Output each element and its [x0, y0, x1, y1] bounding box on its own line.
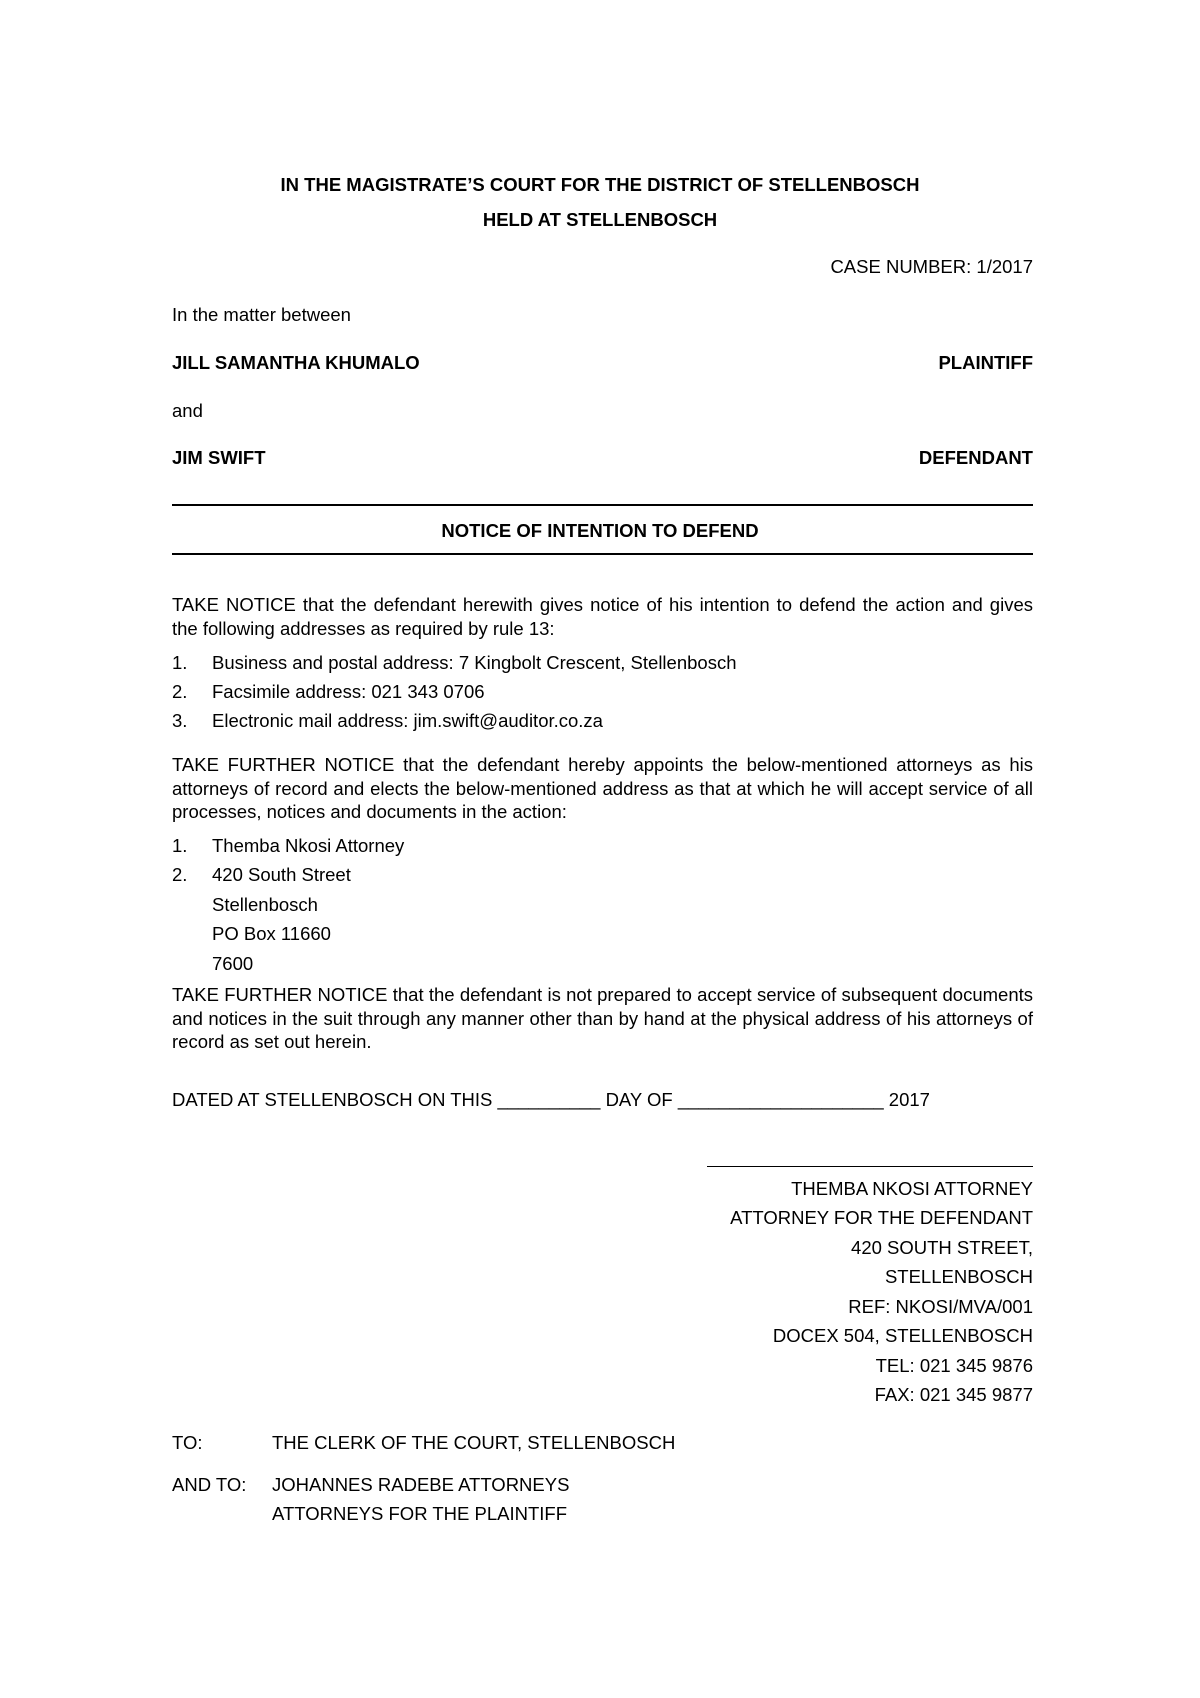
- and-to-line: ATTORNEYS FOR THE PLAINTIFF: [272, 1503, 568, 1524]
- notice-paragraph-1: TAKE NOTICE that the defendant herewith gives notice of his intention to defend the action and gives the following addresses as required by rule 13:: [172, 594, 1033, 639]
- attorney-number: 1.: [172, 835, 188, 856]
- signature-block-line: STELLENBOSCH: [884, 1266, 1033, 1287]
- address-item: Facsimile address: 021 343 0706: [212, 681, 485, 702]
- signature-block-line: THEMBA NKOSI ATTORNEY: [791, 1178, 1033, 1199]
- to-label: TO:: [172, 1432, 203, 1453]
- signature-block-line: 420 SOUTH STREET,: [851, 1237, 1033, 1258]
- and-to-label: AND TO:: [172, 1474, 247, 1495]
- and-to-line: JOHANNES RADEBE ATTORNEYS: [272, 1474, 570, 1495]
- attorney-address-line: Stellenbosch: [212, 894, 318, 915]
- signature-block-line: ATTORNEY FOR THE DEFENDANT: [730, 1207, 1033, 1228]
- address-item: Electronic mail address: jim.swift@auditor.co.za: [212, 710, 603, 731]
- court-heading: IN THE MAGISTRATE’S COURT FOR THE DISTRICT OF STELLENBOSCH: [280, 174, 920, 195]
- plaintiff-name: JILL SAMANTHA KHUMALO: [172, 352, 420, 373]
- attorney-address-line: 7600: [212, 953, 254, 974]
- signature-block-line: TEL: 021 345 9876: [875, 1355, 1033, 1376]
- defendant-role: DEFENDANT: [918, 447, 1033, 468]
- notice-title: NOTICE OF INTENTION TO DEFEND: [441, 520, 759, 541]
- attorney-address-line: PO Box 11660: [212, 923, 331, 944]
- attorney-item: 420 South Street: [212, 864, 351, 885]
- dated-line: DATED AT STELLENBOSCH ON THIS __________ DAY OF ____________________ 2017: [172, 1089, 930, 1110]
- case-number: CASE NUMBER: 1/2017: [830, 256, 1033, 277]
- signature-block-line: DOCEX 504, STELLENBOSCH: [772, 1325, 1033, 1346]
- defendant-name: JIM SWIFT: [172, 447, 266, 468]
- address-number: 2.: [172, 681, 188, 702]
- notice-paragraph-3: TAKE FURTHER NOTICE that the defendant is not prepared to accept service of subsequent documents and notices in the suit through any manner other than by hand at the physical address of his attorneys of record as set out herein.: [172, 984, 1033, 1052]
- attorney-number: 2.: [172, 864, 188, 885]
- address-item: Business and postal address: 7 Kingbolt Crescent, Stellenbosch: [212, 652, 737, 673]
- address-number: 1.: [172, 652, 188, 673]
- divider-bottom: [172, 553, 1033, 555]
- signature-block-line: FAX: 021 345 9877: [874, 1384, 1033, 1405]
- to-value: THE CLERK OF THE COURT, STELLENBOSCH: [272, 1432, 676, 1453]
- signature-line: [707, 1166, 1033, 1167]
- court-location: HELD AT STELLENBOSCH: [482, 209, 718, 230]
- address-number: 3.: [172, 710, 188, 731]
- plaintiff-role: PLAINTIFF: [938, 352, 1033, 373]
- signature-block-line: REF: NKOSI/MVA/001: [848, 1296, 1033, 1317]
- and-text: and: [172, 400, 203, 421]
- matter-between: In the matter between: [172, 304, 351, 325]
- attorney-item: Themba Nkosi Attorney: [212, 835, 405, 856]
- divider-top: [172, 504, 1033, 506]
- notice-paragraph-2: TAKE FURTHER NOTICE that the defendant hereby appoints the below-mentioned attorneys as his attorneys of record and elects the below-mentioned address as that at which he will accept service of all processes, notices and documents in the action:: [172, 754, 1033, 822]
